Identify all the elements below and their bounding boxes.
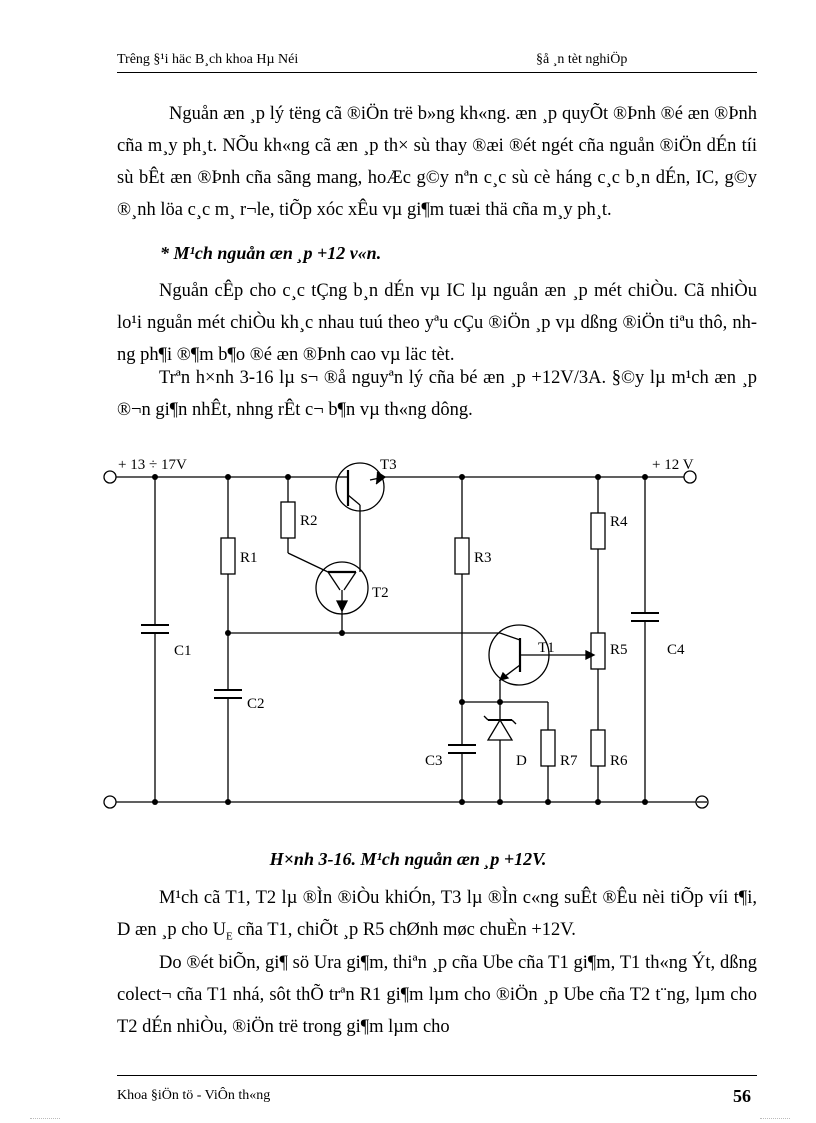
paragraph-4-text-b: cña T1, chiÕt ¸p R5 chØnh møc chuÈn +12V.: [232, 920, 576, 940]
page-number: 56: [733, 1086, 751, 1106]
footer-rule: [117, 1075, 757, 1076]
label-r4: R4: [610, 514, 628, 530]
label-t1: T1: [538, 640, 555, 656]
paragraph-4-text-a: M¹ch cã T1, T2 lµ ®Ìn ®iÒu khiÓn, T3 lµ ®Ìn c«ng suÊt ®Êu nèi tiÕp víi t¶i, D æn ¸p cho U: [117, 888, 757, 940]
output-voltage-label: + 12 V: [652, 457, 694, 473]
label-t3: T3: [380, 457, 397, 473]
label-r3: R3: [474, 550, 492, 566]
label-d: D: [516, 753, 527, 769]
header-left: Trêng §¹i häc B¸ch khoa Hµ Néi: [117, 52, 299, 67]
paragraph-5-text: Do ®ét biÕn, gi¶ sö Ura gi¶m, thiªn ¸p cña Ube cña T1 gi¶m, T1 th«ng Ýt, dßng colect¬ cña T1 nhá, sôt thÕ trªn R1 gi¶m lµm cho ®iÖn ¸p Ube cña T2 t¨ng, lµm cho T2 dÉn nhiÒu, ®iÖn trë trong gi¶m lµm cho: [117, 953, 757, 1037]
label-r1: R1: [240, 550, 258, 566]
paragraph-2-text: Nguån cÊp cho c¸c tÇng b¸n dÉn vµ IC lµ nguån æn ¸p mét chiÒu. Cã nhiÒu lo¹i nguån mét chiÒu kh¸c nhau tuú theo yªu cÇu ®iÖn ¸p vµ dßng ®iÖn tiªu thô, nhng ph¶i ®¶m b¶o ®é æn ®Þnh cao vµ läc tèt.: [117, 281, 757, 365]
input-terminal: [104, 471, 116, 483]
paragraph-4-subscript: E: [225, 930, 233, 943]
paragraph-5: [117, 947, 757, 1043]
label-c2: C2: [247, 696, 265, 712]
paragraph-1-text: Nguån æn ¸p lý tëng cã ®iÖn trë b»ng kh«ng. æn ¸p quyÕt ®Þnh ®é æn ®Þnh cña m¸y ph¸t. NÕu kh«ng cã æn ¸p th× sù thay ®æi ®ét ngét cña nguån ®iÖn dÉn tíi sù bÊt æn ®Þnh cña sãng mang, hoÆc g©y nªn c¸c sù cè háng c¸c b¸n dÉn, IC, g©y ®¸nh löa c¸c m¸ r¬le, tiÕp xóc xÊu vµ gi¶m tuæi thä cña m¸y ph¸t.: [117, 104, 757, 220]
label-r7: R7: [560, 753, 578, 769]
figure-caption: H×nh 3-16. M¹ch nguån æn ¸p +12V.: [269, 849, 547, 869]
header-right: §å ¸n tèt nghiÖp: [536, 52, 628, 67]
label-t2: T2: [372, 585, 389, 601]
label-c4: C4: [667, 642, 685, 658]
paragraph-4: [117, 882, 757, 953]
label-c3: C3: [425, 753, 443, 769]
label-r6: R6: [610, 753, 628, 769]
corner-dots-right: [760, 1118, 790, 1119]
section-heading: * M¹ch nguån æn ¸p +12 v«n.: [160, 243, 382, 263]
ground-terminal-left: [104, 796, 116, 808]
label-r5: R5: [610, 642, 628, 658]
label-r2: R2: [300, 513, 318, 529]
footer-left: Khoa §iÖn tö - ViÔn th«ng: [117, 1088, 271, 1103]
label-c1: C1: [174, 643, 192, 659]
input-voltage-label: + 13 ÷ 17V: [118, 457, 187, 473]
corner-dots-left: [30, 1118, 60, 1119]
paragraph-3-text: Trªn h×nh 3-16 lµ s¬ ®å nguyªn lý cña bé æn ¸p +12V/3A. §©y lµ m¹ch æn ¸p ®¬n gi¶n nhÊt, nhng rÊt c¬ b¶n vµ th«ng dông.: [117, 368, 757, 420]
